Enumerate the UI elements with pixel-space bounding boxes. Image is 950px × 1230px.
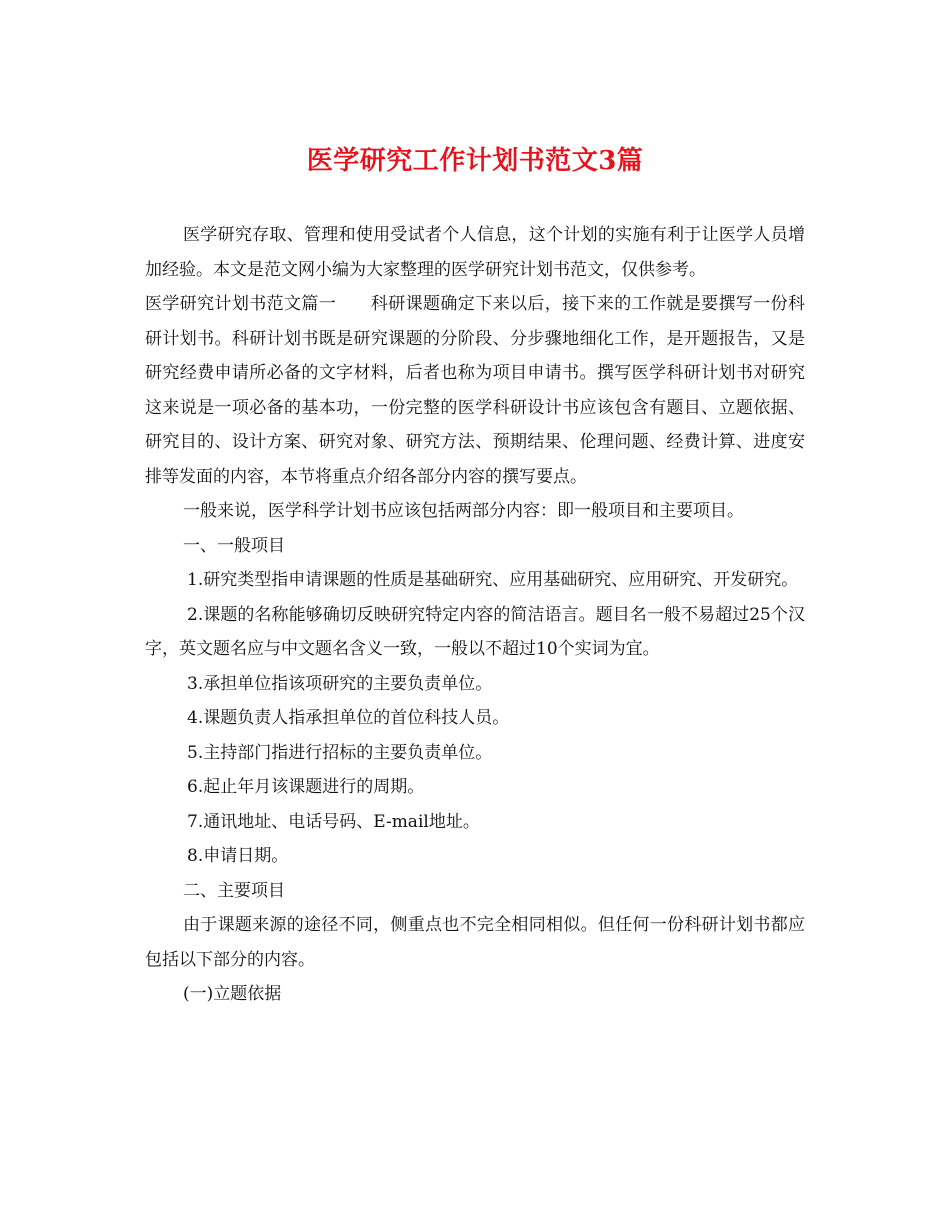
list-item-8: 8.申请日期。	[187, 846, 289, 866]
list-item-4: 4.课题负责人指承担单位的首位科技人员。	[187, 708, 510, 728]
paragraph-main-intro: 由于课题来源的途径不同，侧重点也不完全相同相似。但任何一份科研计划书都应包括以下部分的内容。	[145, 915, 805, 970]
document-body	[145, 218, 805, 1012]
document-title: 医学研究工作计划书范文3篇	[306, 146, 644, 176]
list-item-5: 5.主持部门指进行招标的主要负责单位。	[187, 742, 493, 763]
paragraph-sample-one: 医学研究计划书范文篇一 科研课题确定下来以后，接下来的工作就是要撰写一份科研计划书。科研计划书既是研究课题的分阶段、分步骤地细化工作，是开题报告，又是研究经费申请所必备的文字材料，后者也称为项目申请书。撰写医学科研计划书对研究这来说是一项必备的基本功，一份完整的医学科研设计书应该包含有题目、立题依据、研究目的、设计方案、研究对象、研究方法、预期结果、伦理问题、经费计算、进度安排等发面的内容，本节将重点介绍各部分内容的撰写要点。	[145, 294, 805, 487]
list-item-7: 7.通讯地址、电话号码、E-mail地址。	[187, 811, 480, 832]
list-item-1: 1.研究类型指申请课题的性质是基础研究、应用基础研究、应用研究、开发研究。	[187, 570, 799, 590]
list-item-6: 6.起止年月该课题进行的周期。	[187, 777, 425, 797]
paragraph-intro: 医学研究存取、管理和使用受试者个人信息，这个计划的实施有利于让医学人员增加经验。本文是范文网小编为大家整理的医学研究计划书范文，仅供参考。	[145, 225, 805, 280]
paragraph-overview: 一般来说，医学科学计划书应该包括两部分内容：即一般项目和主要项目。	[183, 501, 744, 521]
section-heading-main: 二、主要项目	[183, 880, 285, 901]
list-item-3: 3.承担单位指该项研究的主要负责单位。	[187, 673, 493, 694]
section-heading-general: 一、一般项目	[183, 535, 285, 556]
subsection-heading-basis: (一)立题依据	[183, 984, 282, 1004]
list-item-2: 2.课题的名称能够确切反映研究特定内容的简洁语言。题目名一般不易超过25个汉字，英文题名应与中文题名含义一致，一般以不超过10个实词为宜。	[145, 604, 805, 659]
